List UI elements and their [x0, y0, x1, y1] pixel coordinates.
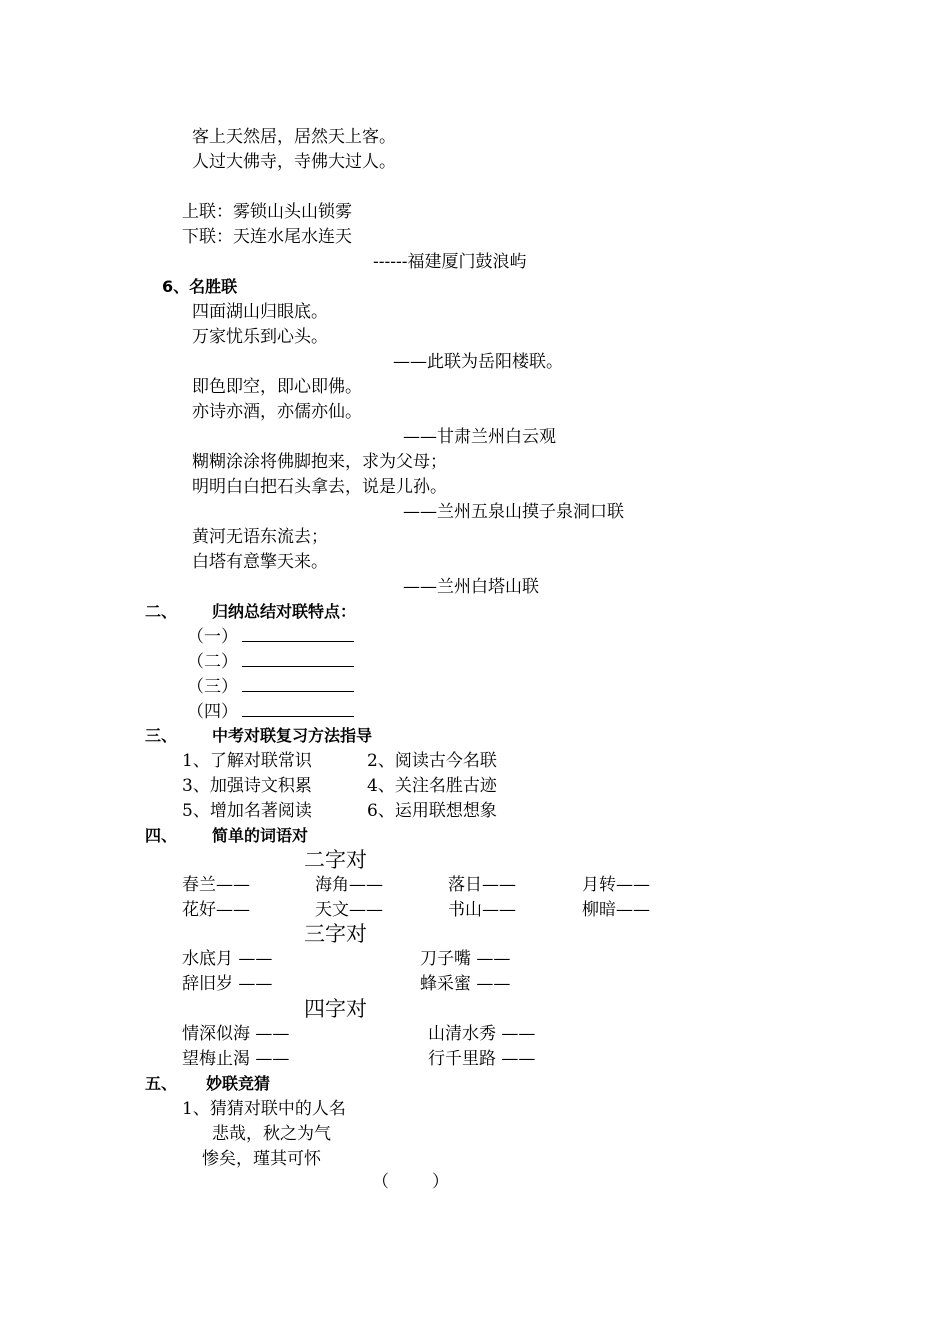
word-pair: 柳暗—— — [582, 900, 650, 920]
subheading-three-char: 三字对 — [304, 922, 367, 946]
fill-blank-item[interactable] — [187, 676, 354, 697]
word-pair: 落日—— — [448, 875, 516, 895]
section-title: 归纳总结对联特点： — [212, 602, 357, 621]
method-item: 3、加强诗文积累 — [182, 776, 312, 796]
word-pair: 蜂采蜜 —— — [420, 974, 511, 994]
riddle-line: 惨矣，瑾其可怀 — [202, 1149, 321, 1169]
couplet-line: 人过大佛寺，寺佛大过人。 — [192, 152, 396, 172]
word-pair: 行千里路 —— — [428, 1049, 536, 1069]
item-label: （一） — [187, 627, 238, 647]
method-item: 4、关注名胜古迹 — [367, 776, 497, 796]
word-pair: 月转—— — [582, 875, 650, 895]
couplet-source: ——此联为岳阳楼联。 — [393, 352, 563, 372]
couplet-source: ——兰州五泉山摸子泉洞口联 — [403, 502, 624, 522]
word-pair: 山清水秀 —— — [428, 1024, 536, 1044]
word-pair: 书山—— — [448, 900, 516, 920]
scenic-heading: 6、名胜联 — [162, 277, 238, 296]
couplet-source: ——甘肃兰州白云观 — [403, 427, 556, 447]
couplet-source: ——兰州白塔山联 — [403, 577, 539, 597]
section-number: 四、 — [145, 826, 178, 845]
couplet-line: 明明白白把石头拿去，说是儿孙。 — [192, 477, 447, 497]
blank-line[interactable] — [242, 651, 354, 667]
item-label: （四） — [187, 702, 238, 722]
section-number: 五、 — [145, 1074, 178, 1093]
method-item: 5、增加名著阅读 — [182, 801, 312, 821]
word-pair: 花好—— — [182, 900, 250, 920]
couplet-line: 即色即空，即心即佛。 — [192, 377, 362, 397]
answer-paren-open: （ — [372, 1172, 389, 1192]
blank-line[interactable] — [242, 626, 354, 642]
couplet-line: 黄河无语东流去； — [192, 527, 328, 547]
couplet-line: 万家忧乐到心头。 — [192, 327, 328, 347]
section-title: 简单的词语对 — [212, 826, 309, 845]
couplet-source: ------福建厦门鼓浪屿 — [373, 252, 527, 272]
method-item: 1、了解对联常识 — [182, 751, 312, 771]
word-pair: 刀子嘴 —— — [420, 949, 511, 969]
word-pair: 望梅止渴 —— — [182, 1049, 290, 1069]
subheading-four-char: 四字对 — [304, 997, 367, 1021]
fill-blank-item[interactable] — [187, 626, 354, 647]
blank-line[interactable] — [242, 701, 354, 717]
section-number: 二、 — [145, 602, 178, 621]
word-pair: 辞旧岁 —— — [182, 974, 273, 994]
section-title: 中考对联复习方法指导 — [212, 726, 373, 745]
section-title: 妙联竞猜 — [206, 1074, 271, 1093]
couplet-line: 客上天然居，居然天上客。 — [192, 127, 396, 147]
riddle-line: 悲哉，秋之为气 — [212, 1124, 331, 1144]
couplet-line: 糊糊涂涂将佛脚抱来，求为父母； — [192, 452, 447, 472]
couplet-line: 白塔有意擎天来。 — [192, 552, 328, 572]
section-number: 三、 — [145, 726, 178, 745]
couplet-line: 亦诗亦酒，亦儒亦仙。 — [192, 402, 362, 422]
blank-line[interactable] — [242, 676, 354, 692]
method-item: 2、阅读古今名联 — [367, 751, 497, 771]
item-label: （三） — [187, 677, 238, 697]
answer-paren-close: ） — [432, 1172, 449, 1192]
fill-blank-item[interactable] — [187, 701, 354, 722]
word-pair: 情深似海 —— — [182, 1024, 290, 1044]
couplet-upper: 上联：雾锁山头山锁雾 — [182, 202, 352, 222]
riddle-question: 1、猜猜对联中的人名 — [182, 1099, 346, 1119]
fill-blank-item[interactable] — [187, 651, 354, 672]
item-label: （二） — [187, 652, 238, 672]
word-pair: 天文—— — [315, 900, 383, 920]
word-pair: 春兰—— — [182, 875, 250, 895]
method-item: 6、运用联想想象 — [367, 801, 497, 821]
subheading-two-char: 二字对 — [304, 848, 367, 872]
couplet-line: 四面湖山归眼底。 — [192, 302, 328, 322]
couplet-lower: 下联：天连水尾水连天 — [182, 227, 352, 247]
word-pair: 水底月 —— — [182, 949, 273, 969]
word-pair: 海角—— — [315, 875, 383, 895]
